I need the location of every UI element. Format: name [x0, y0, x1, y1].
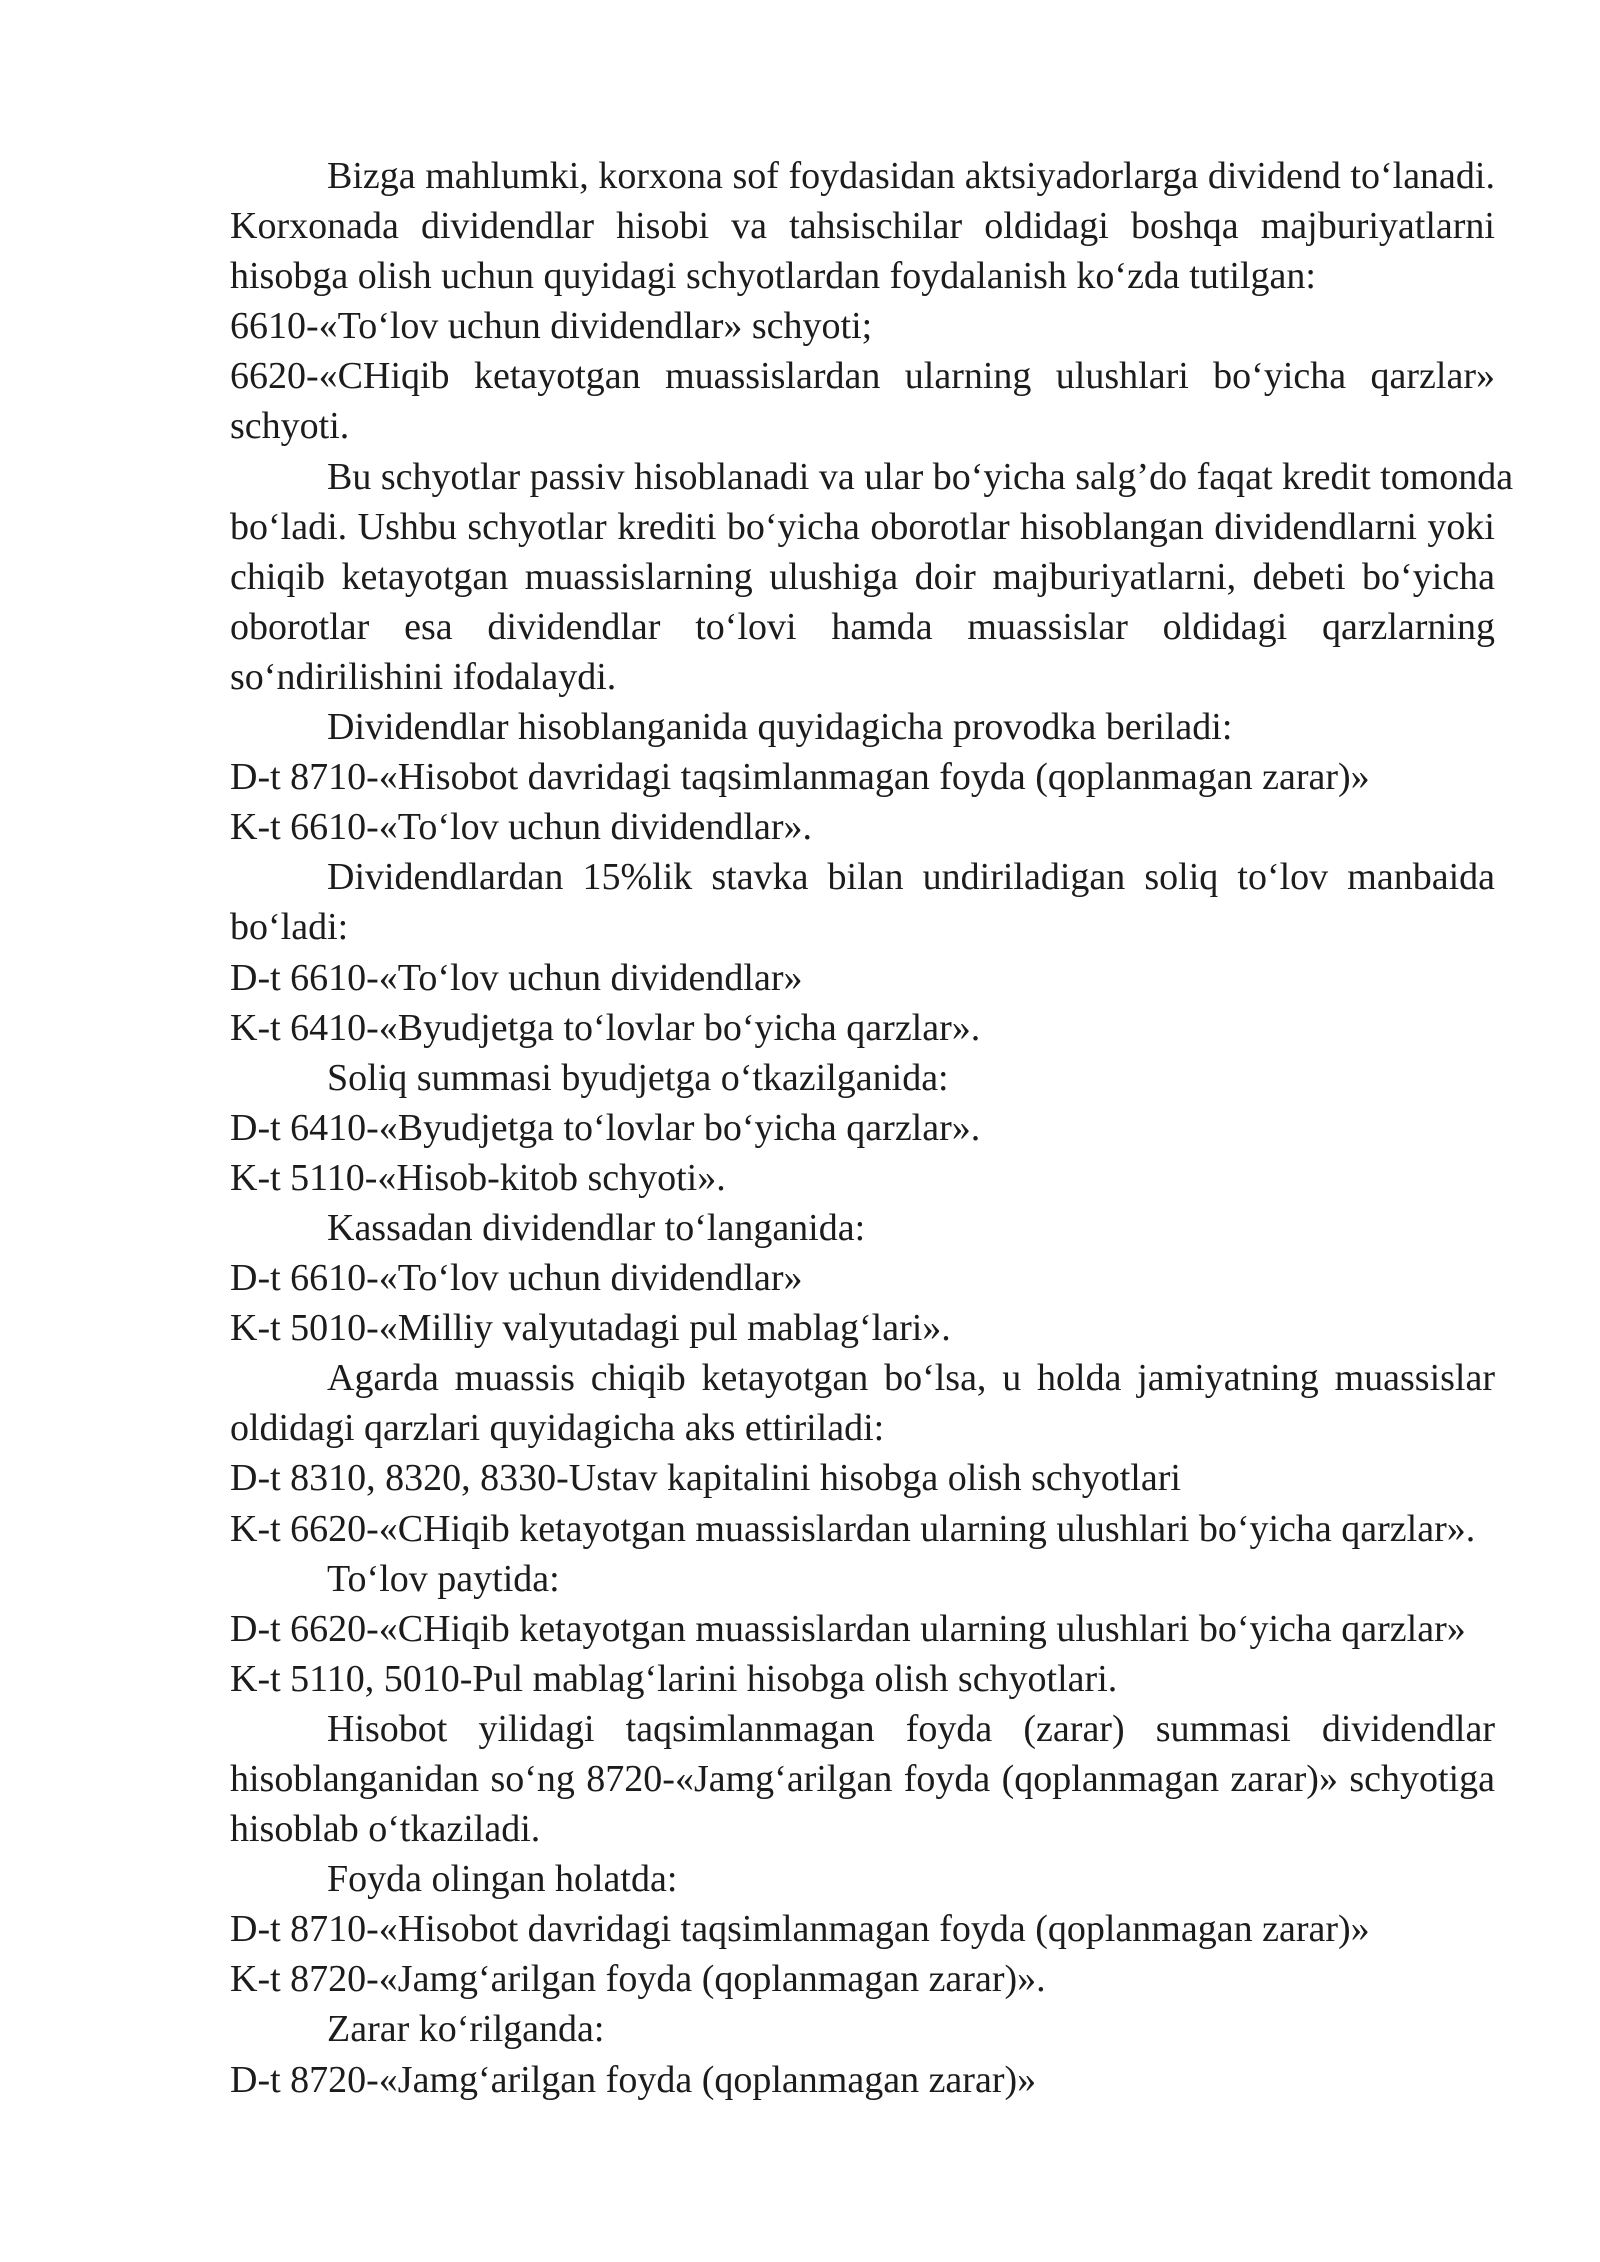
paragraph [230, 1554, 1495, 1604]
accounting-entry-credit [230, 1954, 1495, 2004]
paragraph [230, 1203, 1495, 1253]
text-line: D-t 6610-«To‘lov uchun dividendlar» [230, 1257, 803, 1300]
text-line: schyoti. [230, 405, 350, 448]
paragraph [230, 702, 1495, 752]
accounting-entry-debit [230, 1604, 1495, 1654]
text-line: D-t 8710-«Hisobot davridagi taqsimlanmagan foyda (qoplanmagan zarar)» [230, 756, 1370, 799]
paragraph [230, 1353, 1495, 1453]
paragraph [230, 1854, 1495, 1904]
text-line: hisobga olish uchun quyidagi schyotlardan foydalanish ko‘zda tutilgan: [230, 255, 1316, 298]
text-line: K-t 6410-«Byudjetga to‘lovlar bo‘yicha qarzlar». [230, 1006, 981, 1049]
text-line: 6610-«To‘lov uchun dividendlar» schyoti; [230, 305, 873, 348]
text-line: D-t 6610-«To‘lov uchun dividendlar» [230, 956, 803, 999]
accounting-entry-credit [230, 1153, 1495, 1203]
text-line: so‘ndirilishini ifodalaydi. [230, 655, 617, 698]
paragraph [230, 151, 1495, 301]
text-line: To‘lov paytida: [327, 1557, 560, 1600]
text-line: oldidagi qarzlari quyidagicha aks ettiriladi: [230, 1407, 885, 1450]
text-line: 6620-«CHiqib ketayotgan muassislardan ularning ulushlari bo‘yicha qarzlar» [230, 355, 1495, 398]
text-line: D-t 6620-«CHiqib ketayotgan muassislardan ularning ulushlari bo‘yicha qarzlar» [230, 1607, 1466, 1650]
text-line: Korxonada dividendlar hisobi va tahsischilar oldidagi boshqa majburiyatlarni [230, 205, 1495, 248]
text-line: Dividendlar hisoblanganida quyidagicha provodka beriladi: [327, 706, 1233, 749]
text-line: hisoblanganidan so‘ng 8720-«Jamg‘arilgan foyda (qoplanmagan zarar)» schyotiga [230, 1758, 1495, 1800]
text-line: K-t 6620-«CHiqib ketayotgan muassislardan ularning ulushlari bo‘yicha qarzlar». [230, 1507, 1476, 1550]
text-line: oborotlar esa dividendlar to‘lovi hamda muassislar oldidagi qarzlarning [230, 605, 1495, 648]
paragraph [230, 1704, 1495, 1854]
accounting-entry-debit [230, 953, 1495, 1003]
text-line: D-t 6410-«Byudjetga to‘lovlar bo‘yicha qarzlar». [230, 1106, 981, 1149]
paragraph [230, 852, 1495, 952]
text-line: Soliq summasi byudjetga o‘tkazilganida: [327, 1056, 949, 1099]
accounting-entry-credit [230, 802, 1495, 852]
text-line: D-t 8710-«Hisobot davridagi taqsimlanmagan foyda (qoplanmagan zarar)» [230, 1908, 1370, 1951]
text-line: bo‘ladi. Ushbu schyotlar krediti bo‘yicha oborotlar hisoblangan dividendlarni yoki [230, 505, 1495, 548]
document-body [230, 151, 1514, 2105]
accounting-entry-debit [230, 1453, 1495, 1503]
paragraph [230, 452, 1514, 702]
accounting-entry-credit [230, 1504, 1495, 1554]
account-title [230, 351, 1495, 451]
accounting-entry-credit [230, 1654, 1495, 1704]
accounting-entry-debit [230, 1103, 1495, 1153]
text-line: Dividendlardan 15%lik stavka bilan undiriladigan soliq to‘lov manbaida [327, 856, 1495, 899]
text-line: D-t 8310, 8320, 8330-Ustav kapitalini hisobga olish schyotlari [230, 1457, 1181, 1500]
text-line: Agarda muassis chiqib ketayotgan bo‘lsa, u holda jamiyatning muassislar [327, 1357, 1495, 1400]
accounting-entry-debit [230, 752, 1495, 802]
text-line: bo‘ladi: [230, 906, 349, 949]
accounting-entry-credit [230, 1303, 1495, 1353]
text-line: Kassadan dividendlar to‘langanida: [327, 1206, 866, 1249]
text-line: Zarar ko‘rilganda: [327, 2008, 605, 2051]
paragraph [230, 1053, 1495, 1103]
text-line: Hisobot yilidagi taqsimlanmagan foyda (zarar) summasi dividendlar [327, 1707, 1495, 1750]
text-line: K-t 5010-«Milliy valyutadagi pul mablag‘lari». [230, 1307, 951, 1350]
text-line: chiqib ketayotgan muassislarning ulushiga doir majburiyatlarni, debeti bo‘yicha [230, 555, 1495, 598]
accounting-entry-debit [230, 1904, 1495, 1954]
text-line: K-t 5110-«Hisob-kitob schyoti». [230, 1156, 726, 1199]
accounting-entry-debit [230, 1253, 1495, 1303]
text-line: K-t 8720-«Jamg‘arilgan foyda (qoplanmagan zarar)». [230, 1958, 1046, 2001]
text-line: Bizga mahlumki, korxona sof foydasidan aktsiyadorlarga dividend to‘lanadi. [327, 155, 1495, 197]
text-line: K-t 5110, 5010-Pul mablag‘larini hisobga olish schyotlari. [230, 1657, 1118, 1700]
text-line: K-t 6610-«To‘lov uchun dividendlar». [230, 806, 813, 849]
text-line: hisoblab o‘tkaziladi. [230, 1808, 541, 1851]
accounting-entry-credit [230, 1003, 1495, 1053]
text-line: Bu schyotlar passiv hisoblanadi va ular bo‘yicha salg’do faqat kredit tomonda [327, 455, 1514, 498]
text-line: D-t 8720-«Jamg‘arilgan foyda (qoplanmagan zarar)» [230, 2058, 1037, 2101]
account-title [230, 301, 1495, 351]
accounting-entry-debit [230, 2055, 1495, 2105]
text-line: Foyda olingan holatda: [327, 1858, 678, 1901]
paragraph [230, 2004, 1495, 2054]
